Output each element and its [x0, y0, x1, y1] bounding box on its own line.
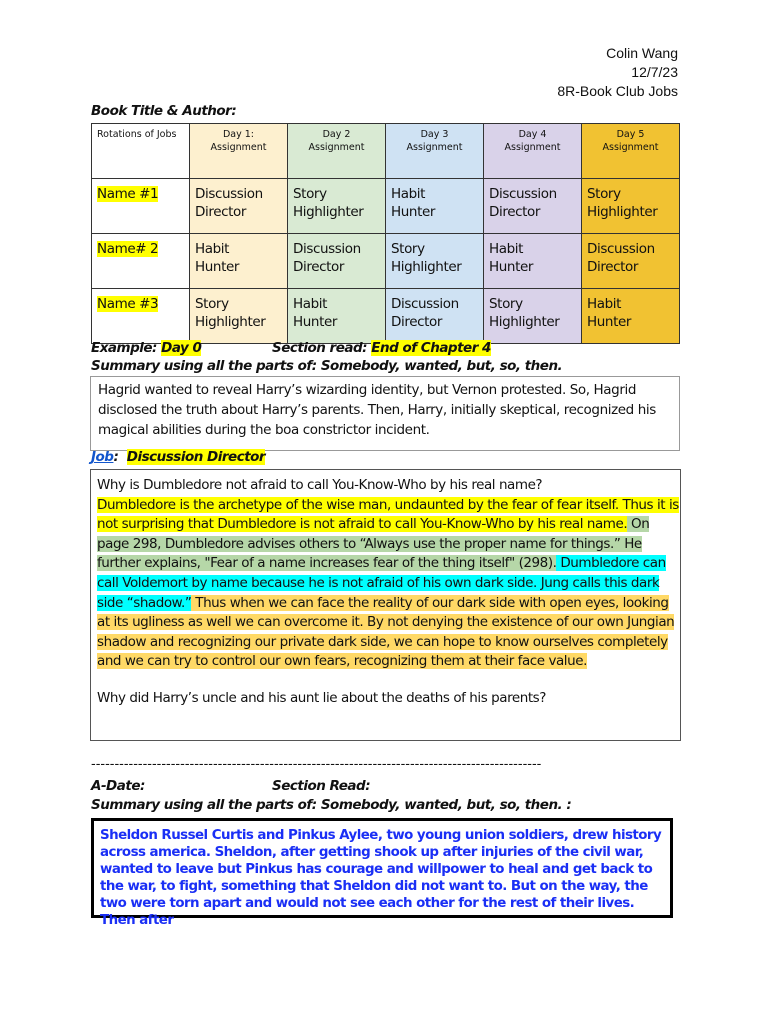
example-section: Section read: End of Chapter 4 [272, 340, 491, 356]
section-read-label: Section Read: [272, 778, 371, 794]
student-name-cell: Name #3 [92, 289, 190, 344]
book-title-label: Book Title & Author: [91, 103, 237, 119]
day-header: Day 3 Assignment [386, 124, 484, 179]
job-cell: Discussion Director [190, 179, 288, 234]
job-cell: Habit Hunter [484, 234, 582, 289]
job-cell: Story Highlighter [582, 179, 680, 234]
job-cell: Discussion Director [582, 234, 680, 289]
table-row [92, 289, 680, 344]
job-cell: Habit Hunter [386, 179, 484, 234]
a-date-label: A-Date: [91, 778, 145, 794]
student-name-cell: Name #1 [92, 179, 190, 234]
job-cell: Habit Hunter [190, 234, 288, 289]
job-cell: Habit Hunter [582, 289, 680, 344]
class-title: 8R-Book Club Jobs [557, 83, 678, 99]
example-day: Day 0 [161, 340, 202, 356]
job-cell: Habit Hunter [288, 289, 386, 344]
section-a-line [91, 778, 691, 794]
summary-text-box: Sheldon Russel Curtis and Pinkus Aylee, two young union soldiers, drew history across america. Sheldon, after getting shook up after injuries of the civil war, wanted to leave but Pinkus has courage and willpower to heal and get back to the war, to fight, something that Sheldon did not want to. But on the way, the two were torn apart and would not see each other for the rest of their lives. Then after [91, 818, 673, 918]
discussion-question: Why is Dumbledore not afraid to call You-Know-Who by his real name? [97, 477, 543, 493]
rotation-header: Rotations of Jobs [92, 124, 190, 179]
example-label: Example: [91, 340, 157, 356]
job-cell: Story Highlighter [484, 289, 582, 344]
student-header [557, 44, 678, 101]
header-date: 12/7/23 [631, 64, 678, 80]
student-name-cell: Name# 2 [92, 234, 190, 289]
discussion-answer: Dumbledore is the archetype of the wise man, undaunted by the fear of fear itself. Thus it is not surprising that Dumbledore is not afraid to call You-Know-Who by his real name. On page 298, Dumbledore advises others to “Always use the proper name for things.” He further explains, "Fear of a name increases fear of the thing itself" (298). Dumbledore can call Voldemort by name because he is not afraid of his own dark side. Jung calls this dark side “shadow.” Thus when we can face the reality of our dark side with open eyes, looking at its ugliness as well we can overcome it. By not denying the existence of our own Jungian shadow and recognizing our private dark side, we can hope to know ourselves completely and we can try to control our own fears, recognizing them at their face value. [97, 496, 679, 670]
job-cell: Story Highlighter [288, 179, 386, 234]
jobs-rotation-table [91, 123, 680, 344]
day-header: Day 5 Assignment [582, 124, 680, 179]
table-row [92, 179, 680, 234]
job-cell: Discussion Director [386, 289, 484, 344]
discussion-box [90, 469, 681, 741]
job-cell: Story Highlighter [190, 289, 288, 344]
table-header-row [92, 124, 680, 179]
summary-label: Summary using all the parts of: Somebody, wanted, but, so, then. [91, 358, 563, 374]
table-row [92, 234, 680, 289]
day-header: Day 2 Assignment [288, 124, 386, 179]
job-cell: Discussion Director [484, 179, 582, 234]
day-header: Day 1: Assignment [190, 124, 288, 179]
job-line: Job: Discussion Director [91, 449, 266, 465]
example-line [91, 340, 691, 356]
discussion-question: Why did Harry’s uncle and his aunt lie about the deaths of his parents? [97, 689, 546, 706]
job-label: Job [91, 449, 114, 465]
student-name: Colin Wang [606, 45, 678, 61]
summary-label: Summary using all the parts of: Somebody, wanted, but, so, then. : [91, 797, 572, 813]
job-value: Discussion Director [126, 449, 266, 465]
example-section-value: End of Chapter 4 [371, 340, 491, 356]
job-cell: Story Highlighter [386, 234, 484, 289]
job-cell: Discussion Director [288, 234, 386, 289]
example-summary-box: Hagrid wanted to reveal Harry’s wizarding identity, but Vernon protested. So, Hagrid disclosed the truth about Harry’s parents. Then, Harry, initially skeptical, recognized his magical abilities during the boa constrictor incident. [90, 376, 680, 451]
day-header: Day 4 Assignment [484, 124, 582, 179]
divider: ------------------------------------------------------------------------------------------------ [91, 757, 542, 772]
